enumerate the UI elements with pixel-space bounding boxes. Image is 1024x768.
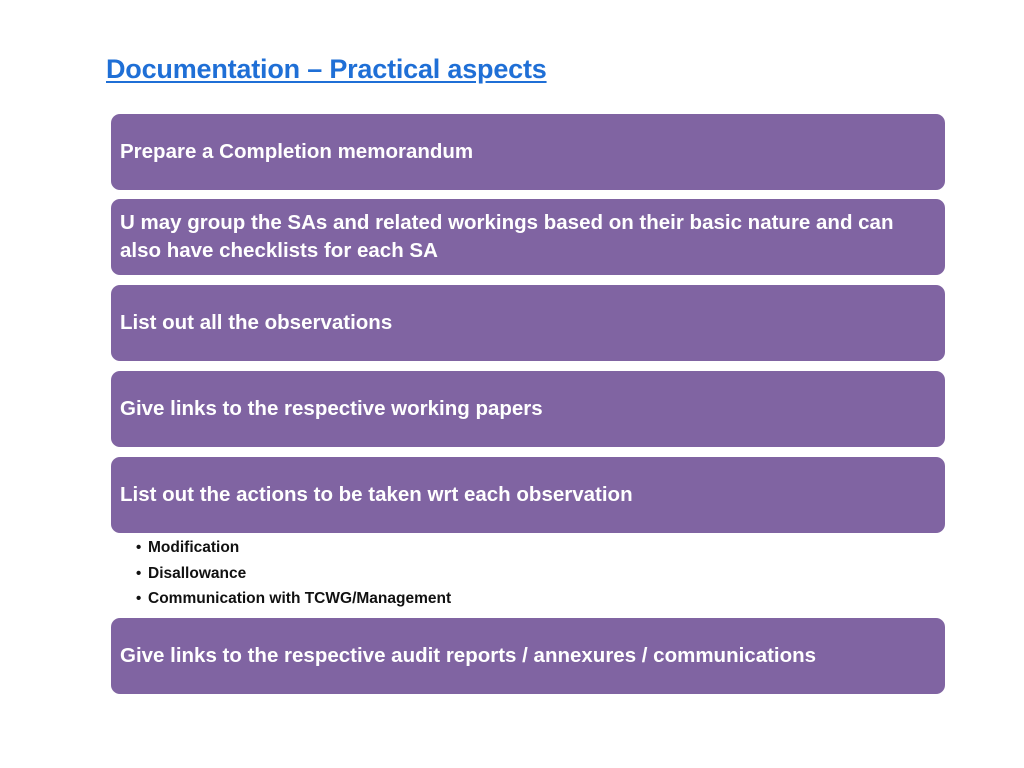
step-text: Give links to the respective audit reports / annexures / communications <box>120 644 817 667</box>
step-box-group-sas <box>111 199 945 275</box>
step-box-list-observations <box>111 285 945 361</box>
bullet-icon: • <box>136 539 142 556</box>
list-item <box>136 561 451 587</box>
step-box-audit-reports <box>111 618 945 694</box>
step-text: List out the actions to be taken wrt each observation <box>120 483 633 506</box>
step-text: List out all the observations <box>120 311 393 334</box>
sub-item-text: Communication with TCWG/Management <box>148 590 452 607</box>
step-box-completion-memo <box>111 114 945 190</box>
bullet-icon: • <box>136 564 142 582</box>
step-text: Prepare a Completion memorandum <box>120 140 474 163</box>
list-item <box>136 586 451 612</box>
sub-item-text: Disallowance <box>148 564 247 582</box>
actions-sub-list <box>136 535 451 612</box>
step-box-working-papers <box>111 371 945 447</box>
list-item <box>136 535 451 561</box>
slide-title[interactable]: Documentation – Practical aspects <box>106 54 547 84</box>
step-text: U may group the SAs and related workings based on their basic nature and can also have checklists for each SA <box>120 211 894 262</box>
step-text: Give links to the respective working papers <box>120 397 543 420</box>
sub-item-text: Modification <box>148 539 240 556</box>
bullet-icon: • <box>136 590 142 607</box>
step-box-actions <box>111 457 945 533</box>
